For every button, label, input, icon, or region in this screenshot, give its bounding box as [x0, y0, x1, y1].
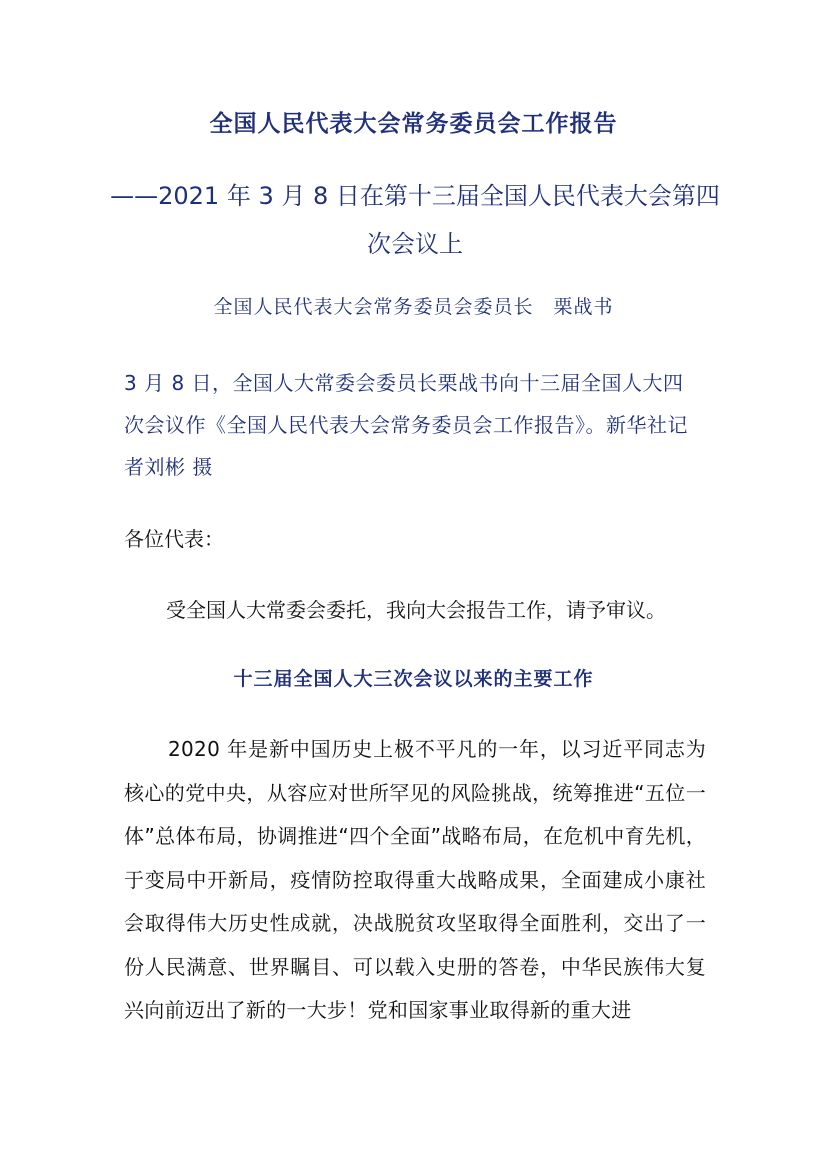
intro-paragraph: 受全国人大常委会委托，我向大会报告工作，请予审议。: [166, 598, 666, 622]
document-author: 全国人民代表大会常务委员会委员长 栗战书: [213, 296, 614, 318]
greeting: 各位代表：: [124, 527, 224, 551]
document-subtitle: ——2021 年 3 月 8 日在第十三届全国人民代表大会第四次会议上: [110, 182, 720, 258]
body-paragraph: 2020 年是新中国历史上极不平凡的一年，以习近平同志为核心的党中央，从容应对世所罕见的风险挑战，统筹推进“五位一体”总体布局，协调推进“四个全面”战略布局，在危机中育先机，于变局中开新局，疫情防控取得重大战略成果，全面建成小康社会取得伟大历史性成就，决战脱贫攻坚取得全面胜利，交出了一份人民满意、世界瞩目、可以载入史册的答卷，中华民族伟大复兴向前迈出了新的一大步！党和国家事业取得新的重大进: [124, 737, 706, 1022]
document-title: 全国人民代表大会常务委员会工作报告: [209, 111, 618, 137]
photo-caption: 3 月 8 日，全国人大常委会委员长栗战书向十三届全国人大四次会议作《全国人民代表大会常务委员会工作报告》。新华社记者刘彬 摄: [124, 371, 688, 479]
section-heading: 十三届全国人大三次会议以来的主要工作: [233, 668, 594, 690]
